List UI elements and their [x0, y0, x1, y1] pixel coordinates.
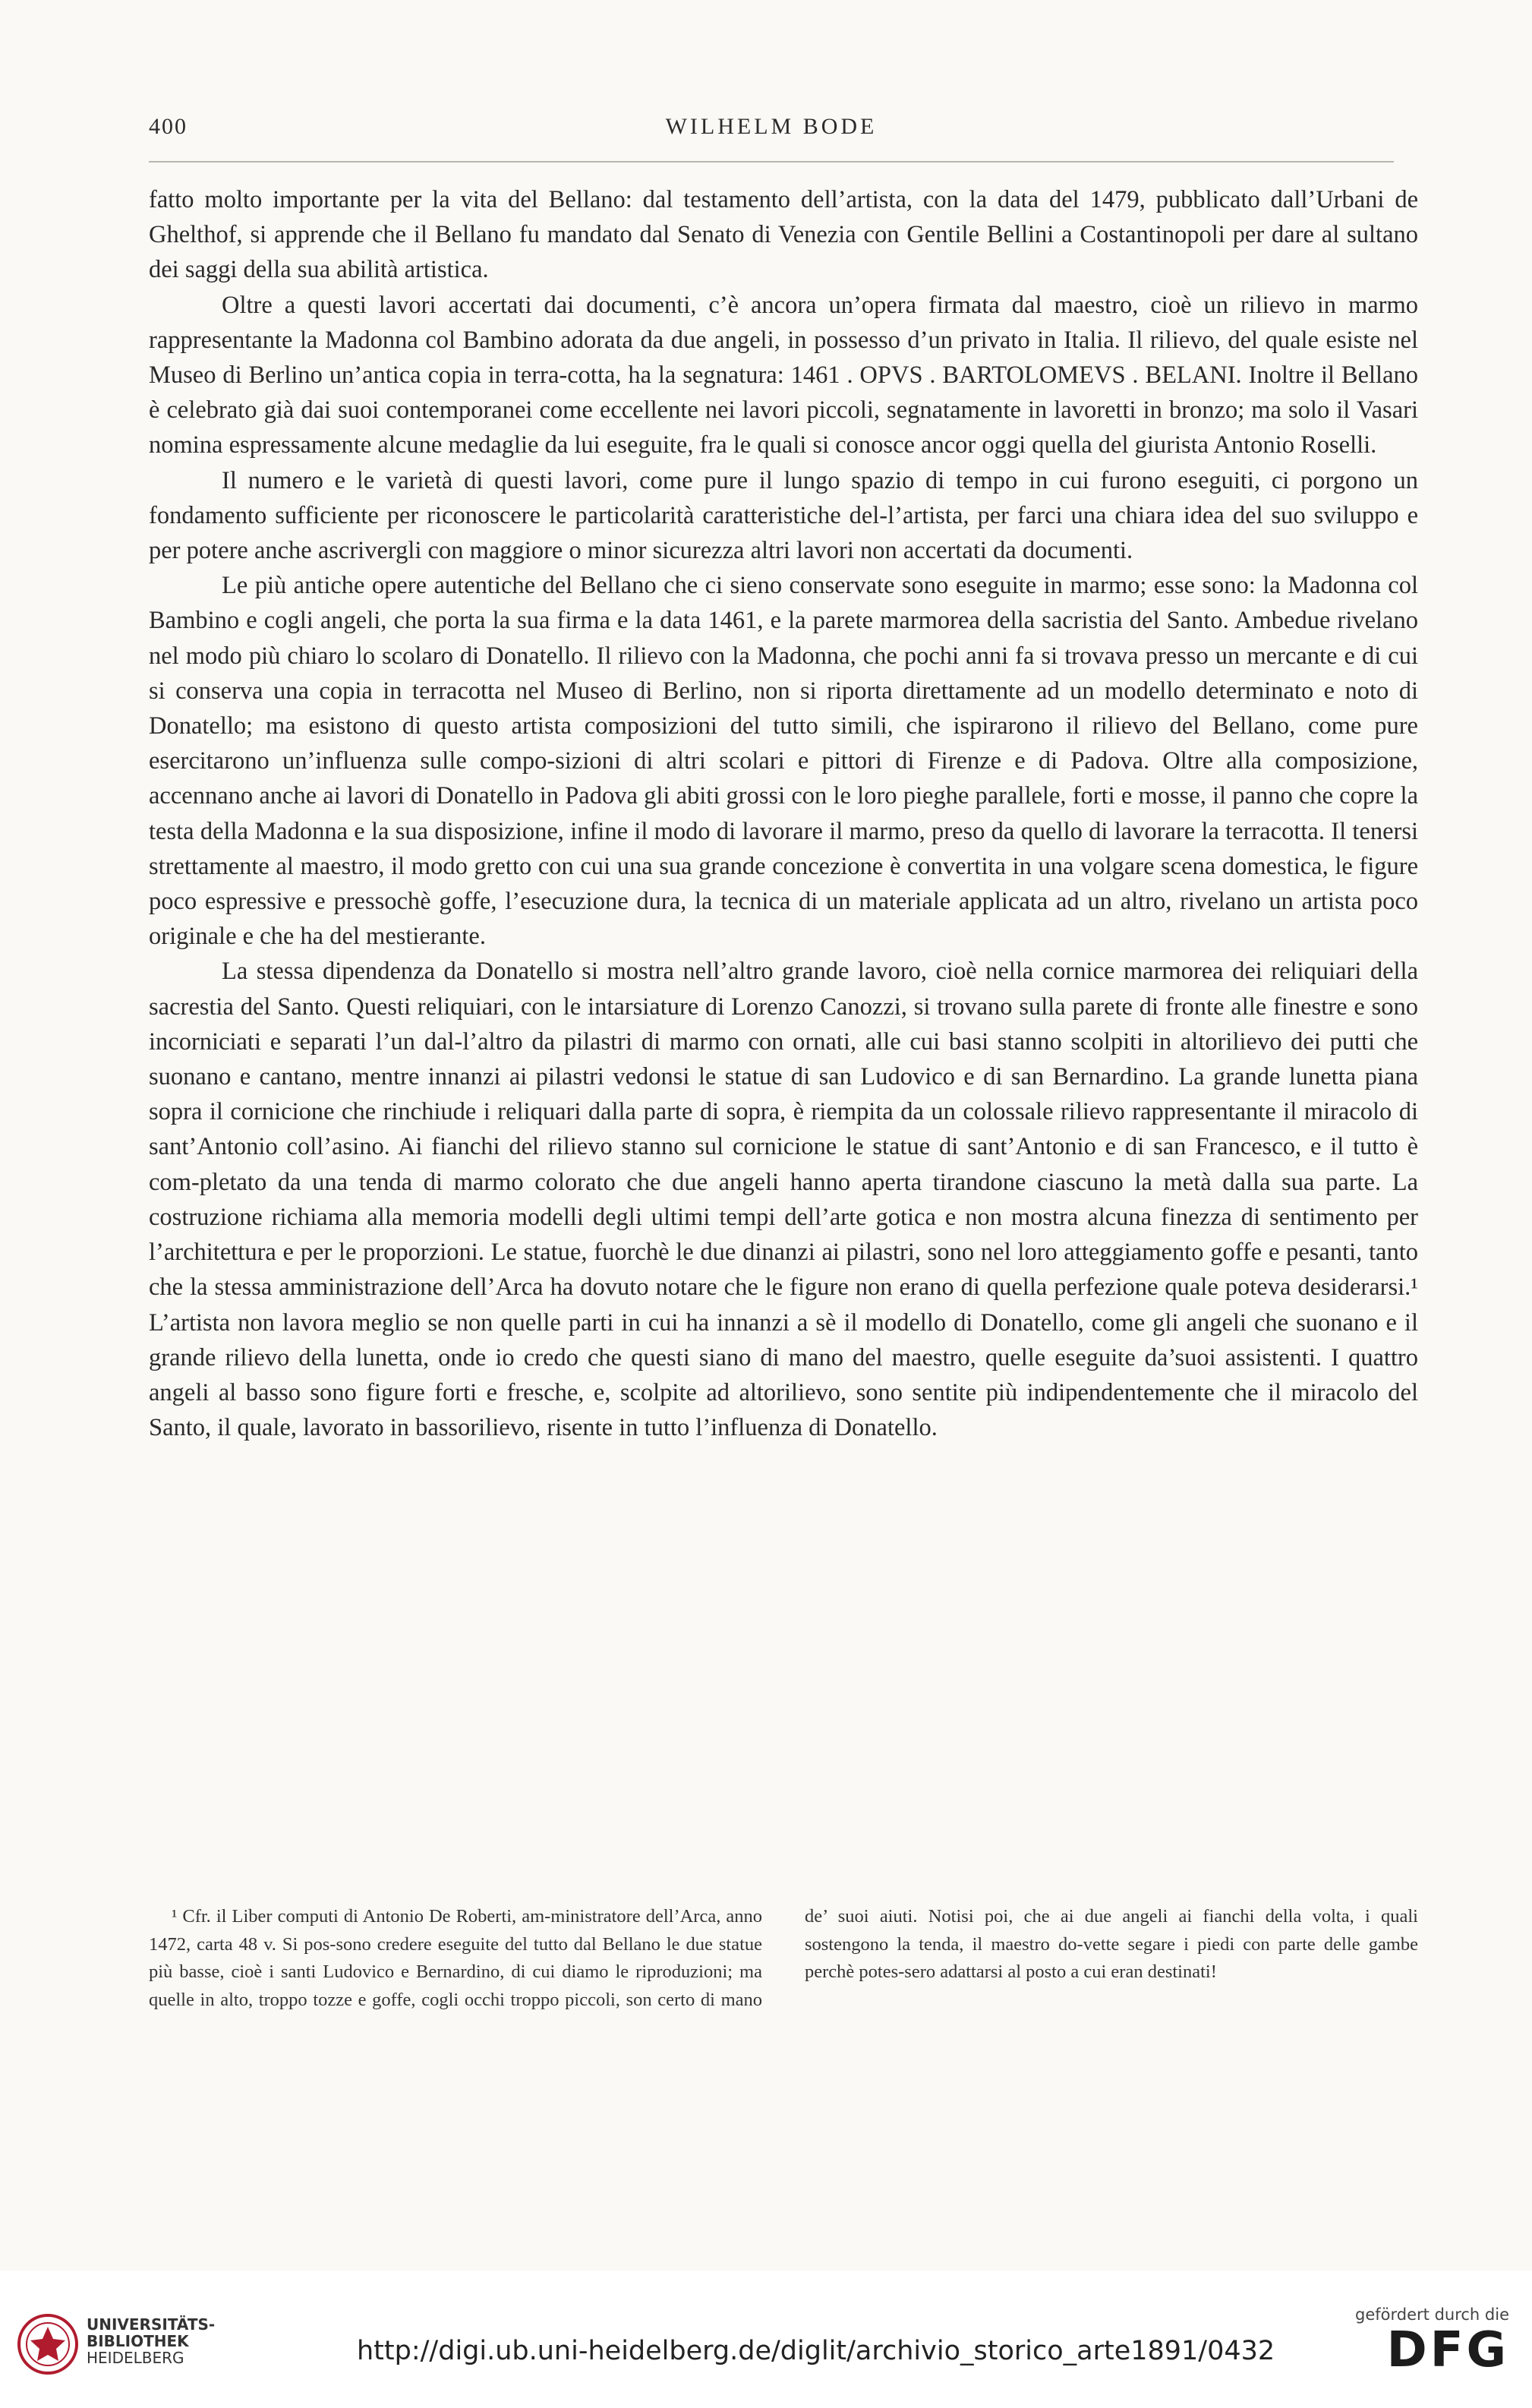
- paragraph: Le più antiche opere autentiche del Bellano che ci sieno conservate sono eseguite in marmo; esse sono: la Madonna col Bambino e cogli angeli, che porta la sua firma e la data 1461, e la parete marmorea della sacristia del Santo. Ambedue rivelano nel modo più chiaro lo scolaro di Donatello. Il rilievo con la Madonna, che pochi anni fa si trovava presso un mercante e di cui si conserva una copia in terracotta nel Museo di Berlino, non si riporta direttamente ad un modello determinato e noto di Donatello; ma esistono di questo artista composizioni del tutto simili, che ispirarono il rilievo del Bellano, come pure esercitarono un’influenza sulle compo-sizioni di altri scolari e pittori di Firenze e di Padova. Oltre alla composizione, accennano anche ai lavori di Donatello in Padova gli abiti grossi con le loro pieghe parallele, forti e mosse, il panno che copre la testa della Madonna e la sua disposizione, infine il modo di lavorare il marmo, preso da quello di lavorare la terracotta. Il tenersi strettamente al maestro, il modo gretto con cui una sua grande concezione è convertita in una volgare scena domestica, le figure poco espressive e pressochè goffe, l’esecuzione dura, la tecnica di un materiale applicata ad un altro, rivelano un artista poco originale e che ha del mestierante.: [149, 572, 1418, 951]
- funder-caption: gefördert durch die: [1355, 2305, 1509, 2324]
- paragraph: Oltre a questi lavori accertati dai documenti, c’è ancora un’opera firmata dal maestro, cioè un rilievo in marmo rappresentante la Madonna col Bambino adorata da due angeli, in possesso d’un privato in Italia. Il rilievo, del quale esiste nel Museo di Berlino un’antica copia in terra-cotta, ha la segnatura: 1461 . OPVS . BARTOLOMEVS . BELANI. Inoltre il Bellano è celebrato già dai suoi contemporanei come eccellente nei lavori piccoli, segnatamente in lavoretti in bronzo; ma solo il Vasari nomina espressamente alcune medaglie da lui eseguite, fra le quali si conosce ancor oggi quella del giurista Antonio Roselli.: [149, 291, 1418, 459]
- paragraph: Il numero e le varietà di questi lavori, come pure il lungo spazio di tempo in cui furono eseguiti, ci porgono un fondamento sufficiente per riconoscere le particolarità caratteristiche del-l’artista, per farci una chiara idea del suo sviluppo e per potere anche ascrivergli con maggiore o minor sicurezza altri lavori non accertati da documenti.: [149, 466, 1418, 565]
- paragraph: fatto molto importante per la vita del Bellano: dal testamento dell’artista, con la data del 1479, pubblicato dall’Urbani de Ghelthof, si apprende che il Bellano fu mandato dal Senato di Venezia con Gentile Bellini a Costantinopoli per dare al sultano dei saggi della sua abilità artistica.: [149, 186, 1418, 284]
- library-name: UNIVERSITÄTS- BIBLIOTHEK HEIDELBERG: [87, 2315, 216, 2367]
- running-title: WILHELM BODE: [665, 114, 878, 139]
- university-seal-icon: [17, 2313, 79, 2375]
- funder-block: [1327, 2305, 1509, 2377]
- header-rule: [149, 161, 1394, 163]
- permalink-url[interactable]: http://digi.ub.uni-heidelberg.de/diglit/archivio_storico_arte1891/0432: [357, 2336, 1275, 2366]
- page-number: 400: [149, 114, 188, 139]
- main-text: [149, 182, 1418, 1445]
- viewer-footer: [0, 2271, 1532, 2408]
- paragraph: La stessa dipendenza da Donatello si mostra nell’altro grande lavoro, cioè nella cornice marmorea dei reliquiari della sacrestia del Santo. Questi reliquiari, con le intarsiature di Lorenzo Canozzi, si trovano sulla parete di fronte alle finestre e sono incorniciati e separati l’un dal-l’altro da pilastri di marmo con ornati, alle cui basi stanno scolpiti in altorilievo dei putti che suonano e cantano, mentre innanzi ai pilastri vedonsi le statue di san Ludovico e di san Bernardino. La grande lunetta piana sopra il cornicione che rinchiude i reliquari dalla parte di sopra, è riempita da un colossale rilievo rappresentante il miracolo di sant’Antonio coll’asino. Ai fianchi del rilievo stanno sul cornicione le statue di sant’Antonio e di san Francesco, e il tutto è com-pletato da una tenda di marmo colorato che due angeli hanno aperta tirandone ciascuno la metà dalla sua parte. La costruzione richiama alla memoria modelli degli ultimi tempi dell’arte gotica e non mostra alcuna finezza di sentimento per l’architettura e per le proporzioni. Le statue, fuorchè le due dinanzi ai pilastri, sono nel loro atteggiamento goffe e pesanti, tanto che la stessa amministrazione dell’Arca ha dovuto notare che le figure non erano di quella perfezione quale poteva desiderarsi.¹ L’artista non lavora meglio se non quelle parti in cui ha innanzi a sè il modello di Donatello, come gli angeli che suonano e il grande rilievo della lunetta, onde io credo che questi siano di mano del maestro, quelle eseguite da’suoi assistenti. I quattro angeli al basso sono figure forti e fresche, e, scolpite ad altorilievo, sono sentite più indipendentemente che il miracolo del Santo, il quale, lavorato in bassorilievo, risente in tutto l’influenza di Donatello.: [149, 958, 1418, 1442]
- footnote: ¹ Cfr. il Liber computi di Antonio De Roberti, am-ministratore dell’Arca, anno 1472, carta 48 v. Si pos-sono credere eseguite del tutto dal Bellano le due statue più basse, cioè i santi Ludovico e Bernardino, di cui diamo le riproduzioni; ma quelle in alto, troppo tozze e goffe, cogli occhi troppo piccoli, son certo di mano de’ suoi aiuti. Notisi poi, che ai due angeli ai fianchi della volta, i quali sostengono la tenda, il maestro do-vette segare i piedi con parte delle gambe perchè potes-sero adattarsi al posto a cui eran destinati!: [149, 1906, 1418, 2010]
- running-head: [149, 114, 1394, 144]
- footnotes: [149, 1903, 1418, 2014]
- dfg-logo: DFG: [1386, 2322, 1509, 2378]
